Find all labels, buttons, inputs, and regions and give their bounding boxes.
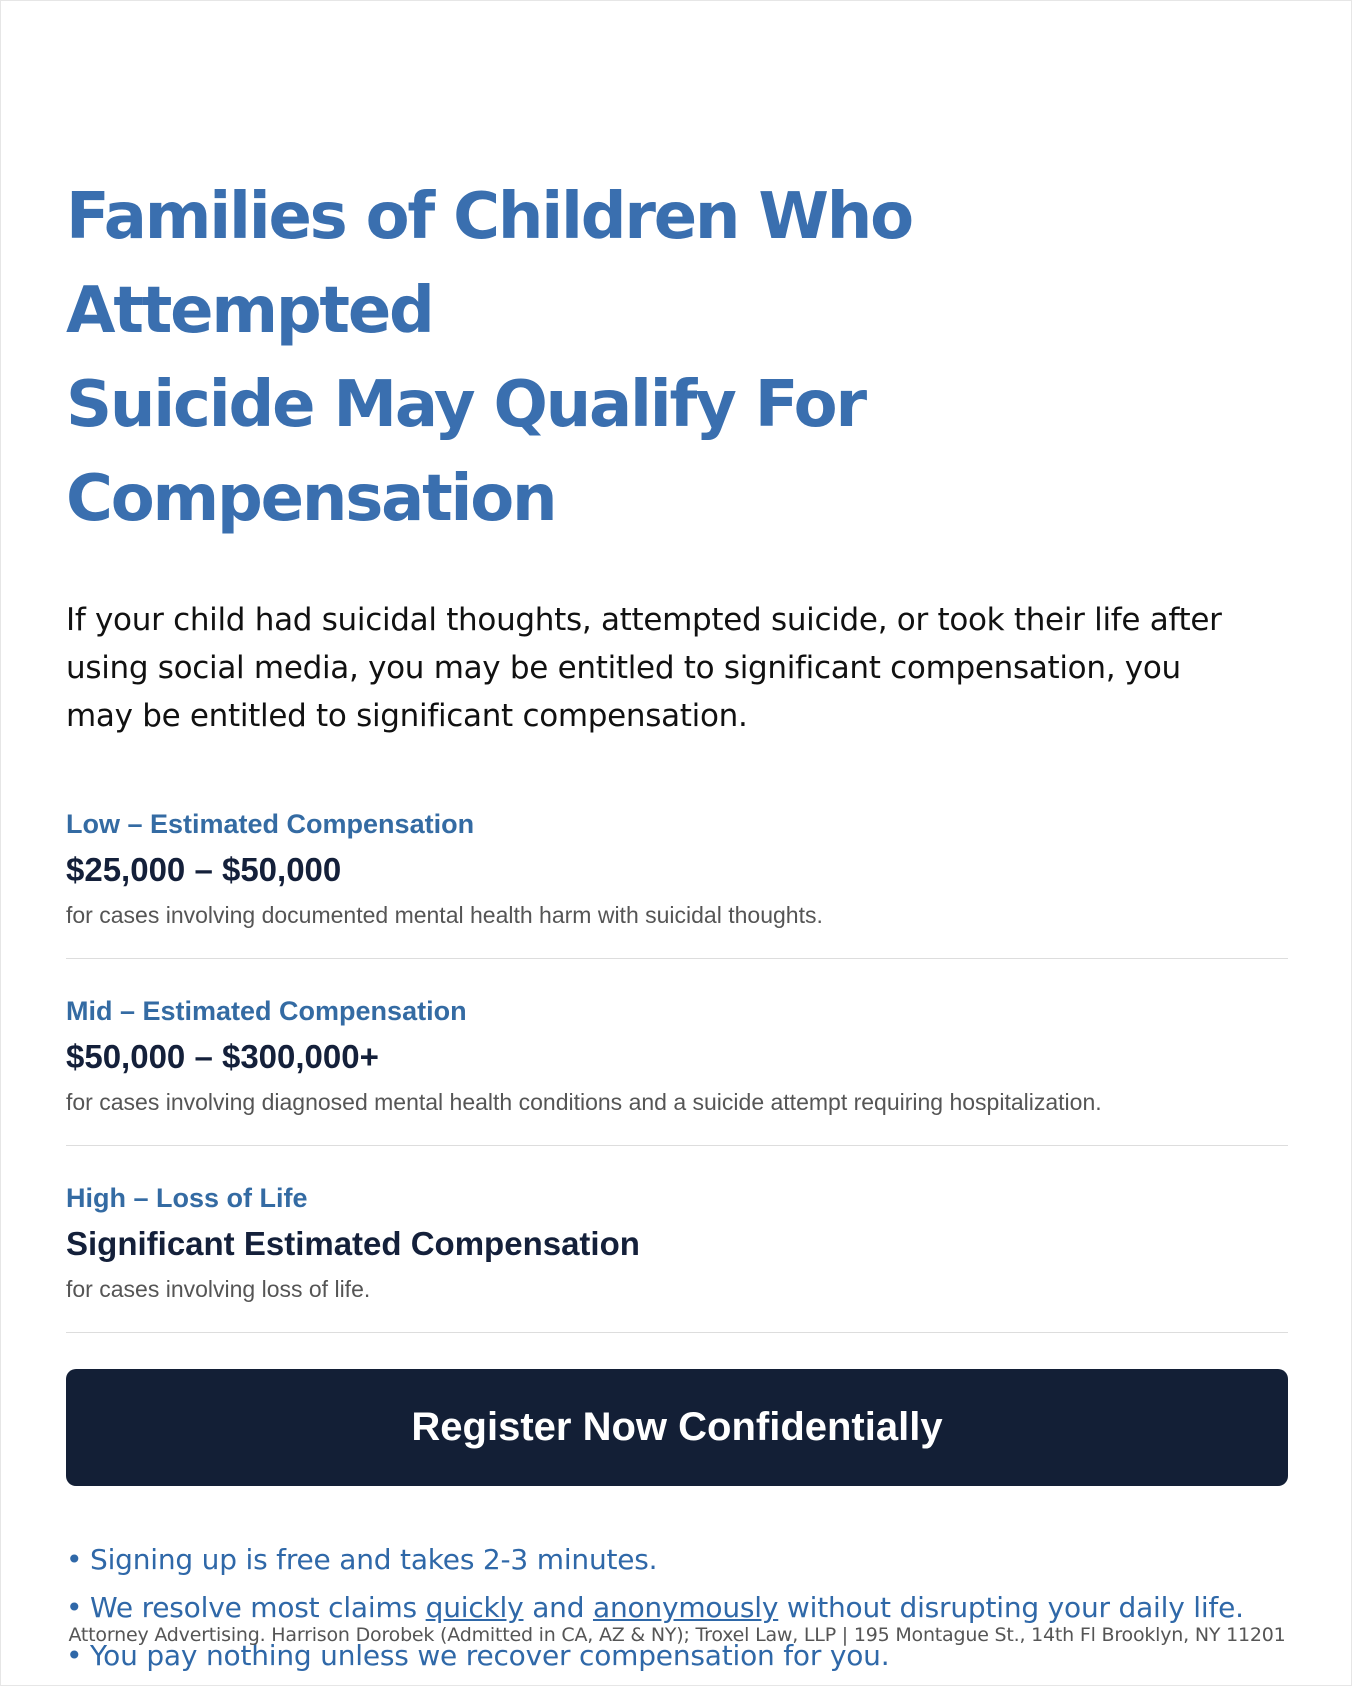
compensation-tiers [66,808,1288,1333]
tier-label: High – Loss of Life [66,1183,308,1213]
tier-description: for cases involving loss of life. [66,1276,371,1302]
tier-amount: $25,000 – $50,000 [66,851,342,888]
bullet-dot: • [66,1591,83,1624]
register-now-button[interactable]: Register Now Confidentially [66,1369,1288,1486]
benefit-text: You pay nothing unless we recover compensation for you. [90,1639,890,1672]
bullet-dot: • [66,1639,83,1672]
tier-description: for cases involving diagnosed mental health conditions and a suicide attempt requiring hospitalization. [66,1089,1102,1115]
anonymously-link[interactable]: anonymously [592,1591,779,1624]
tier-high [66,1182,1288,1333]
benefit-text-middle: and [523,1591,593,1624]
tier-mid [66,995,1288,1146]
headline-line-2: Suicide May Qualify For Compensation [66,368,865,536]
main-content [66,170,1288,1680]
benefit-text-before: We resolve most claims [90,1591,426,1624]
attorney-advertising-footer: Attorney Advertising. Harrison Dorobek (Admitted in CA, AZ & NY); Troxel Law, LLP | 195 Montague St., 14th Fl Brooklyn, NY 11201 [68,1624,1286,1646]
headline-line-1: Families of Children Who Attempted [66,180,912,348]
benefits-list [66,1536,1288,1680]
page-headline [66,170,1288,546]
bullet-dot: • [66,1543,83,1576]
tier-description: for cases involving documented mental health harm with suicidal thoughts. [66,902,823,928]
tier-label: Low – Estimated Compensation [66,809,475,839]
list-item [66,1536,1288,1584]
benefit-text-after: without disrupting your daily life. [778,1591,1244,1624]
benefit-text: Signing up is free and takes 2-3 minutes. [90,1543,658,1576]
tier-label: Mid – Estimated Compensation [66,996,467,1026]
tier-amount: $50,000 – $300,000+ [66,1038,379,1075]
intro-paragraph: If your child had suicidal thoughts, attempted suicide, or took their life after using social media, you may be entitled to significant compensation, you may be entitled to significant compensation. [66,602,1222,734]
tier-amount: Significant Estimated Compensation [66,1225,640,1262]
tier-low [66,808,1288,959]
quickly-link[interactable]: quickly [425,1591,524,1624]
